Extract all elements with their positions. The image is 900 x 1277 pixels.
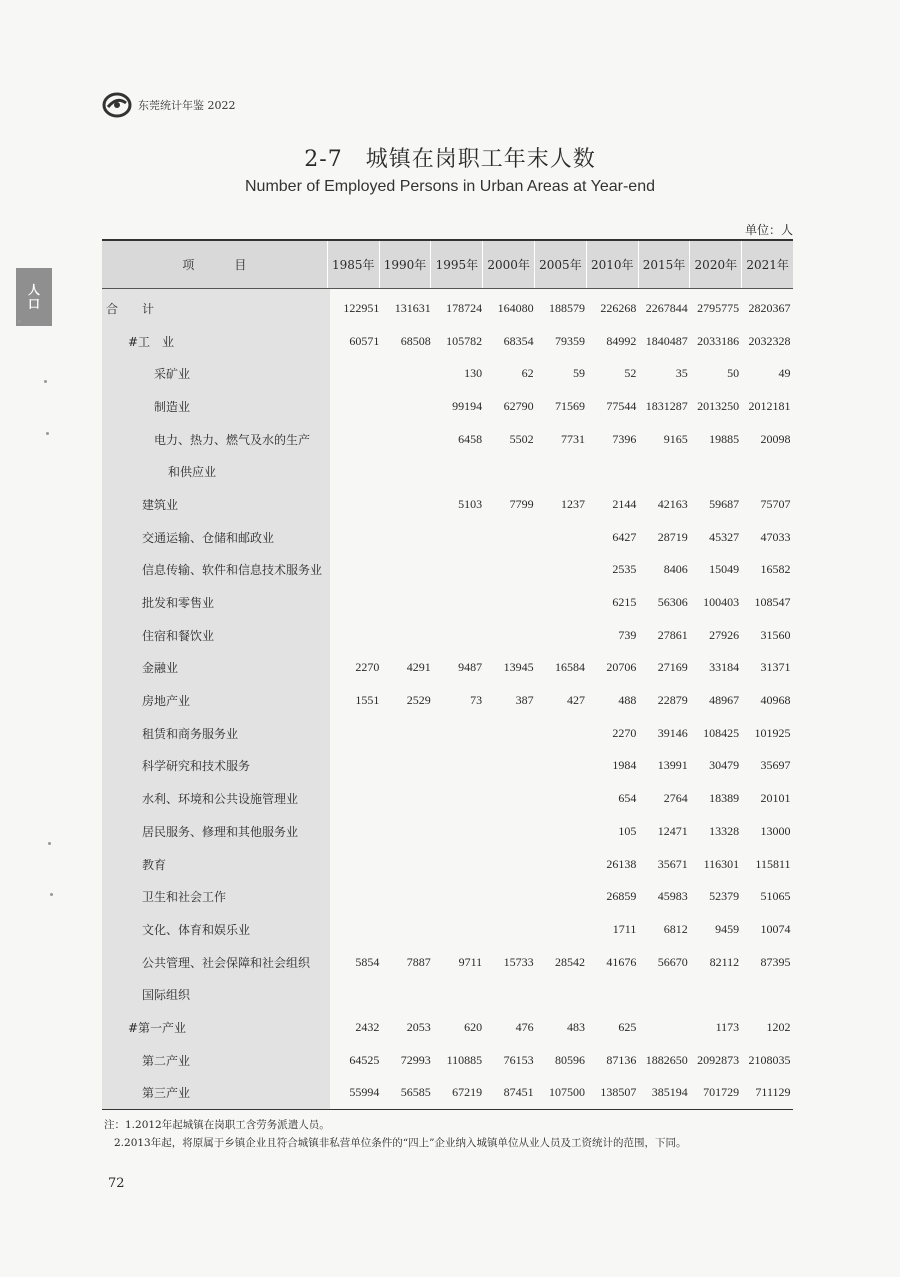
value-cell: 59 [572, 366, 585, 381]
value-cell: 1202 [766, 1019, 791, 1034]
value-cell: 8406 [663, 562, 688, 577]
yearbook-logo-icon [102, 92, 132, 118]
value-cell: 60571 [349, 333, 380, 348]
value-cell: 711129 [755, 1085, 791, 1100]
table-row [102, 684, 793, 717]
value-cell: 27926 [709, 627, 740, 642]
row-label: #第一产业 [128, 1020, 187, 1035]
value-cell: 427 [566, 693, 585, 708]
value-cell: 13991 [657, 758, 688, 773]
table-row [102, 390, 793, 423]
value-cell: 105 [618, 823, 637, 838]
row-label: 公共管理、社会保障和社会组织 [142, 955, 311, 970]
row-label: 教育 [142, 857, 167, 872]
table-row [102, 521, 793, 554]
book-title: 东莞统计年鉴 2022 [138, 99, 236, 112]
value-cell: 49 [778, 366, 791, 381]
value-cell: 52379 [709, 889, 740, 904]
value-cell: 9711 [458, 954, 483, 969]
value-cell: 6812 [663, 921, 688, 936]
value-cell: 130 [464, 366, 483, 381]
year-header: 2010年 [587, 241, 639, 288]
value-cell: 2092873 [697, 1052, 740, 1067]
row-label: 国际组织 [142, 988, 191, 1003]
value-cell: 226268 [600, 300, 637, 315]
value-cell: 56585 [400, 1085, 431, 1100]
unit-label: 单位：人 [744, 223, 793, 237]
value-cell: 45983 [657, 889, 688, 904]
value-cell: 13945 [503, 660, 534, 675]
value-cell: 80596 [554, 1052, 585, 1067]
table-bottom-rule [102, 1109, 793, 1110]
value-cell: 116301 [703, 856, 740, 871]
value-cell: 6427 [612, 529, 637, 544]
value-cell: 131631 [394, 300, 431, 315]
value-cell: 4291 [406, 660, 431, 675]
side-tab-char-1: 人 [27, 283, 40, 297]
value-cell: 31560 [760, 627, 791, 642]
row-label: 制造业 [154, 399, 191, 414]
year-header: 2005年 [535, 241, 587, 288]
row-label: #工 业 [128, 334, 175, 349]
table-row [102, 325, 793, 358]
value-cell: 56670 [657, 954, 688, 969]
value-cell: 476 [515, 1019, 534, 1034]
value-cell: 1551 [355, 693, 380, 708]
value-cell: 2820367 [748, 300, 791, 315]
value-cell: 2053 [406, 1019, 431, 1034]
footnote-2: 2.2013年起，将原属于乡镇企业且符合城镇非私营单位条件的“四上”企业纳入城镇单位从业人员及工资统计的范围，下同。 [114, 1137, 687, 1149]
value-cell: 9165 [663, 431, 688, 446]
value-cell: 13328 [709, 823, 740, 838]
year-header: 2021年 [746, 258, 789, 272]
value-cell: 72993 [400, 1052, 431, 1067]
page-header [102, 92, 236, 118]
value-cell: 26138 [606, 856, 637, 871]
scan-speck [44, 380, 47, 383]
table-row [102, 652, 793, 685]
table-title-cn: 2-7 城镇在岗职工年末人数 [304, 147, 596, 172]
side-tab-char-2: 口 [27, 297, 40, 311]
value-cell: 77544 [606, 398, 637, 413]
row-label: 住宿和餐饮业 [142, 628, 215, 643]
year-header: 2015年 [639, 241, 691, 288]
table-row [102, 913, 793, 946]
row-label: 租赁和商务服务业 [142, 726, 239, 741]
value-cell: 2267844 [645, 300, 688, 315]
footnotes [104, 1116, 686, 1152]
row-label: 金融业 [142, 661, 179, 676]
value-cell: 13000 [760, 823, 791, 838]
value-cell: 16582 [760, 562, 791, 577]
value-cell: 45327 [709, 529, 740, 544]
value-cell: 105782 [446, 333, 483, 348]
value-cell: 84992 [606, 333, 637, 348]
value-cell: 739 [618, 627, 637, 642]
value-cell: 108425 [703, 725, 740, 740]
value-cell: 52 [624, 366, 637, 381]
value-cell: 620 [464, 1019, 483, 1034]
value-cell: 2012181 [748, 398, 791, 413]
scan-speck [48, 842, 51, 845]
value-cell: 22879 [657, 693, 688, 708]
table-row [102, 717, 793, 750]
value-cell: 18389 [709, 791, 740, 806]
row-label: 信息传输、软件和信息技术服务业 [142, 563, 323, 578]
value-cell: 82112 [709, 954, 740, 969]
value-cell: 7799 [509, 496, 534, 511]
value-cell: 5502 [509, 431, 534, 446]
value-cell: 387 [515, 693, 534, 708]
value-cell: 55994 [349, 1085, 380, 1100]
value-cell: 99194 [452, 398, 483, 413]
value-cell: 28542 [554, 954, 585, 969]
table-title-en: Number of Employed Persons in Urban Areas at Year-end [244, 178, 655, 195]
table-row [102, 1011, 793, 1044]
value-cell: 6215 [612, 595, 637, 610]
value-cell: 15049 [709, 562, 740, 577]
table-row [102, 880, 793, 913]
scan-speck [18, 320, 21, 323]
value-cell: 107500 [548, 1085, 585, 1100]
value-cell: 64525 [349, 1052, 380, 1067]
value-cell: 7396 [612, 431, 637, 446]
row-label: 批发和零售业 [142, 596, 215, 611]
value-cell: 188579 [548, 300, 585, 315]
value-cell: 5103 [458, 496, 483, 511]
year-header: 2020年 [690, 241, 742, 288]
value-cell: 42163 [657, 496, 688, 511]
value-cell: 35697 [760, 758, 791, 773]
value-cell: 68354 [503, 333, 534, 348]
table-row [102, 455, 793, 488]
value-cell: 2432 [355, 1019, 380, 1034]
value-cell: 68508 [400, 333, 431, 348]
value-cell: 87395 [760, 954, 791, 969]
row-label: 水利、环境和公共设施管理业 [142, 792, 299, 807]
value-cell: 50 [727, 366, 740, 381]
year-header: 1995年 [431, 241, 483, 288]
value-cell: 31371 [760, 660, 791, 675]
value-cell: 2764 [663, 791, 688, 806]
value-cell: 79359 [554, 333, 585, 348]
value-cell: 2270 [612, 725, 637, 740]
value-cell: 62790 [503, 398, 534, 413]
value-cell: 56306 [657, 595, 688, 610]
table-row [102, 1077, 793, 1110]
table-body [102, 292, 793, 1109]
value-cell: 1831287 [645, 398, 688, 413]
table-row [102, 357, 793, 390]
value-cell: 20706 [606, 660, 637, 675]
row-label: 第二产业 [142, 1053, 191, 1068]
value-cell: 30479 [709, 758, 740, 773]
value-cell: 15733 [503, 954, 534, 969]
year-header: 2000年 [483, 241, 535, 288]
value-cell: 16584 [554, 660, 585, 675]
row-label: 和供应业 [168, 465, 217, 480]
value-cell: 20098 [760, 431, 791, 446]
value-cell: 122951 [343, 300, 380, 315]
value-cell: 1237 [560, 496, 585, 511]
value-cell: 100403 [703, 595, 740, 610]
value-cell: 1711 [612, 921, 637, 936]
value-cell: 41676 [606, 954, 637, 969]
value-cell: 483 [566, 1019, 585, 1034]
value-cell: 2108035 [748, 1052, 791, 1067]
row-label: 建筑业 [142, 497, 179, 512]
value-cell: 62 [521, 366, 534, 381]
value-cell: 33184 [709, 660, 740, 675]
value-cell: 2529 [406, 693, 431, 708]
value-cell: 12471 [657, 823, 688, 838]
value-cell: 2033186 [697, 333, 740, 348]
value-cell: 2795775 [697, 300, 740, 315]
value-cell: 2144 [612, 496, 637, 511]
value-cell: 654 [618, 791, 637, 806]
table-row [102, 586, 793, 619]
footnote-1: 注：1.2012年起城镇在岗职工含劳务派遣人员。 [104, 1119, 330, 1131]
chapter-side-tab [16, 268, 52, 326]
row-label: 居民服务、修理和其他服务业 [142, 824, 299, 839]
value-cell: 87136 [606, 1052, 637, 1067]
value-cell: 28719 [657, 529, 688, 544]
value-cell: 138507 [600, 1085, 637, 1100]
value-cell: 47033 [760, 529, 791, 544]
value-cell: 71569 [554, 398, 585, 413]
value-cell: 35 [675, 366, 688, 381]
table-row [102, 292, 793, 325]
table-row [102, 978, 793, 1011]
value-cell: 73 [470, 693, 483, 708]
value-cell: 110885 [446, 1052, 483, 1067]
scan-speck [50, 893, 53, 896]
value-cell: 1840487 [645, 333, 688, 348]
year-header: 1985年 [328, 241, 380, 288]
row-label: 文化、体育和娱乐业 [142, 922, 251, 937]
value-cell: 39146 [657, 725, 688, 740]
value-cell: 6458 [458, 431, 483, 446]
value-cell: 87451 [503, 1085, 534, 1100]
table-row [102, 848, 793, 881]
value-cell: 67219 [452, 1085, 483, 1100]
value-cell: 5854 [355, 954, 380, 969]
value-cell: 48967 [709, 693, 740, 708]
value-cell: 19885 [709, 431, 740, 446]
value-cell: 20101 [760, 791, 791, 806]
value-cell: 488 [618, 693, 637, 708]
item-column-header: 项目 [102, 241, 328, 288]
table-row [102, 1044, 793, 1077]
value-cell: 2535 [612, 562, 637, 577]
scan-speck [46, 432, 49, 435]
value-cell: 51065 [760, 889, 791, 904]
value-cell: 108547 [754, 595, 791, 610]
page-number: 72 [108, 1176, 125, 1191]
table-row [102, 782, 793, 815]
row-label: 科学研究和技术服务 [142, 759, 251, 774]
value-cell: 2013250 [697, 398, 740, 413]
table-row [102, 488, 793, 521]
value-cell: 59687 [709, 496, 740, 511]
value-cell: 701729 [703, 1085, 740, 1100]
value-cell: 7887 [406, 954, 431, 969]
row-label: 房地产业 [142, 694, 191, 709]
value-cell: 76153 [503, 1052, 534, 1067]
value-cell: 1984 [612, 758, 637, 773]
row-label: 交通运输、仓储和邮政业 [142, 530, 275, 545]
value-cell: 625 [618, 1019, 637, 1034]
value-cell: 1882650 [645, 1052, 688, 1067]
value-cell: 27861 [657, 627, 688, 642]
value-cell: 101925 [754, 725, 791, 740]
value-cell: 7731 [560, 431, 585, 446]
table-row [102, 619, 793, 652]
value-cell: 9459 [715, 921, 740, 936]
table-row [102, 815, 793, 848]
table-row [102, 554, 793, 587]
value-cell: 75707 [760, 496, 791, 511]
table-row [102, 423, 793, 456]
value-cell: 40968 [760, 693, 791, 708]
table-header-row [102, 239, 793, 289]
value-cell: 27169 [657, 660, 688, 675]
row-label: 卫生和社会工作 [142, 890, 227, 905]
value-cell: 164080 [497, 300, 534, 315]
value-cell: 178724 [446, 300, 483, 315]
row-label: 电力、热力、燃气及水的生产 [154, 432, 311, 447]
value-cell: 1173 [715, 1019, 740, 1034]
year-header: 1990年 [380, 241, 432, 288]
value-cell: 26859 [606, 889, 637, 904]
value-cell: 385194 [651, 1085, 688, 1100]
value-cell: 115811 [755, 856, 791, 871]
row-label: 采矿业 [154, 367, 191, 382]
table-row [102, 750, 793, 783]
table-row [102, 946, 793, 979]
value-cell: 2032328 [748, 333, 791, 348]
row-label: 第三产业 [142, 1086, 191, 1101]
value-cell: 10074 [760, 921, 791, 936]
value-cell: 35671 [657, 856, 688, 871]
row-label: 合 计 [106, 301, 155, 316]
value-cell: 9487 [458, 660, 483, 675]
value-cell: 2270 [355, 660, 380, 675]
